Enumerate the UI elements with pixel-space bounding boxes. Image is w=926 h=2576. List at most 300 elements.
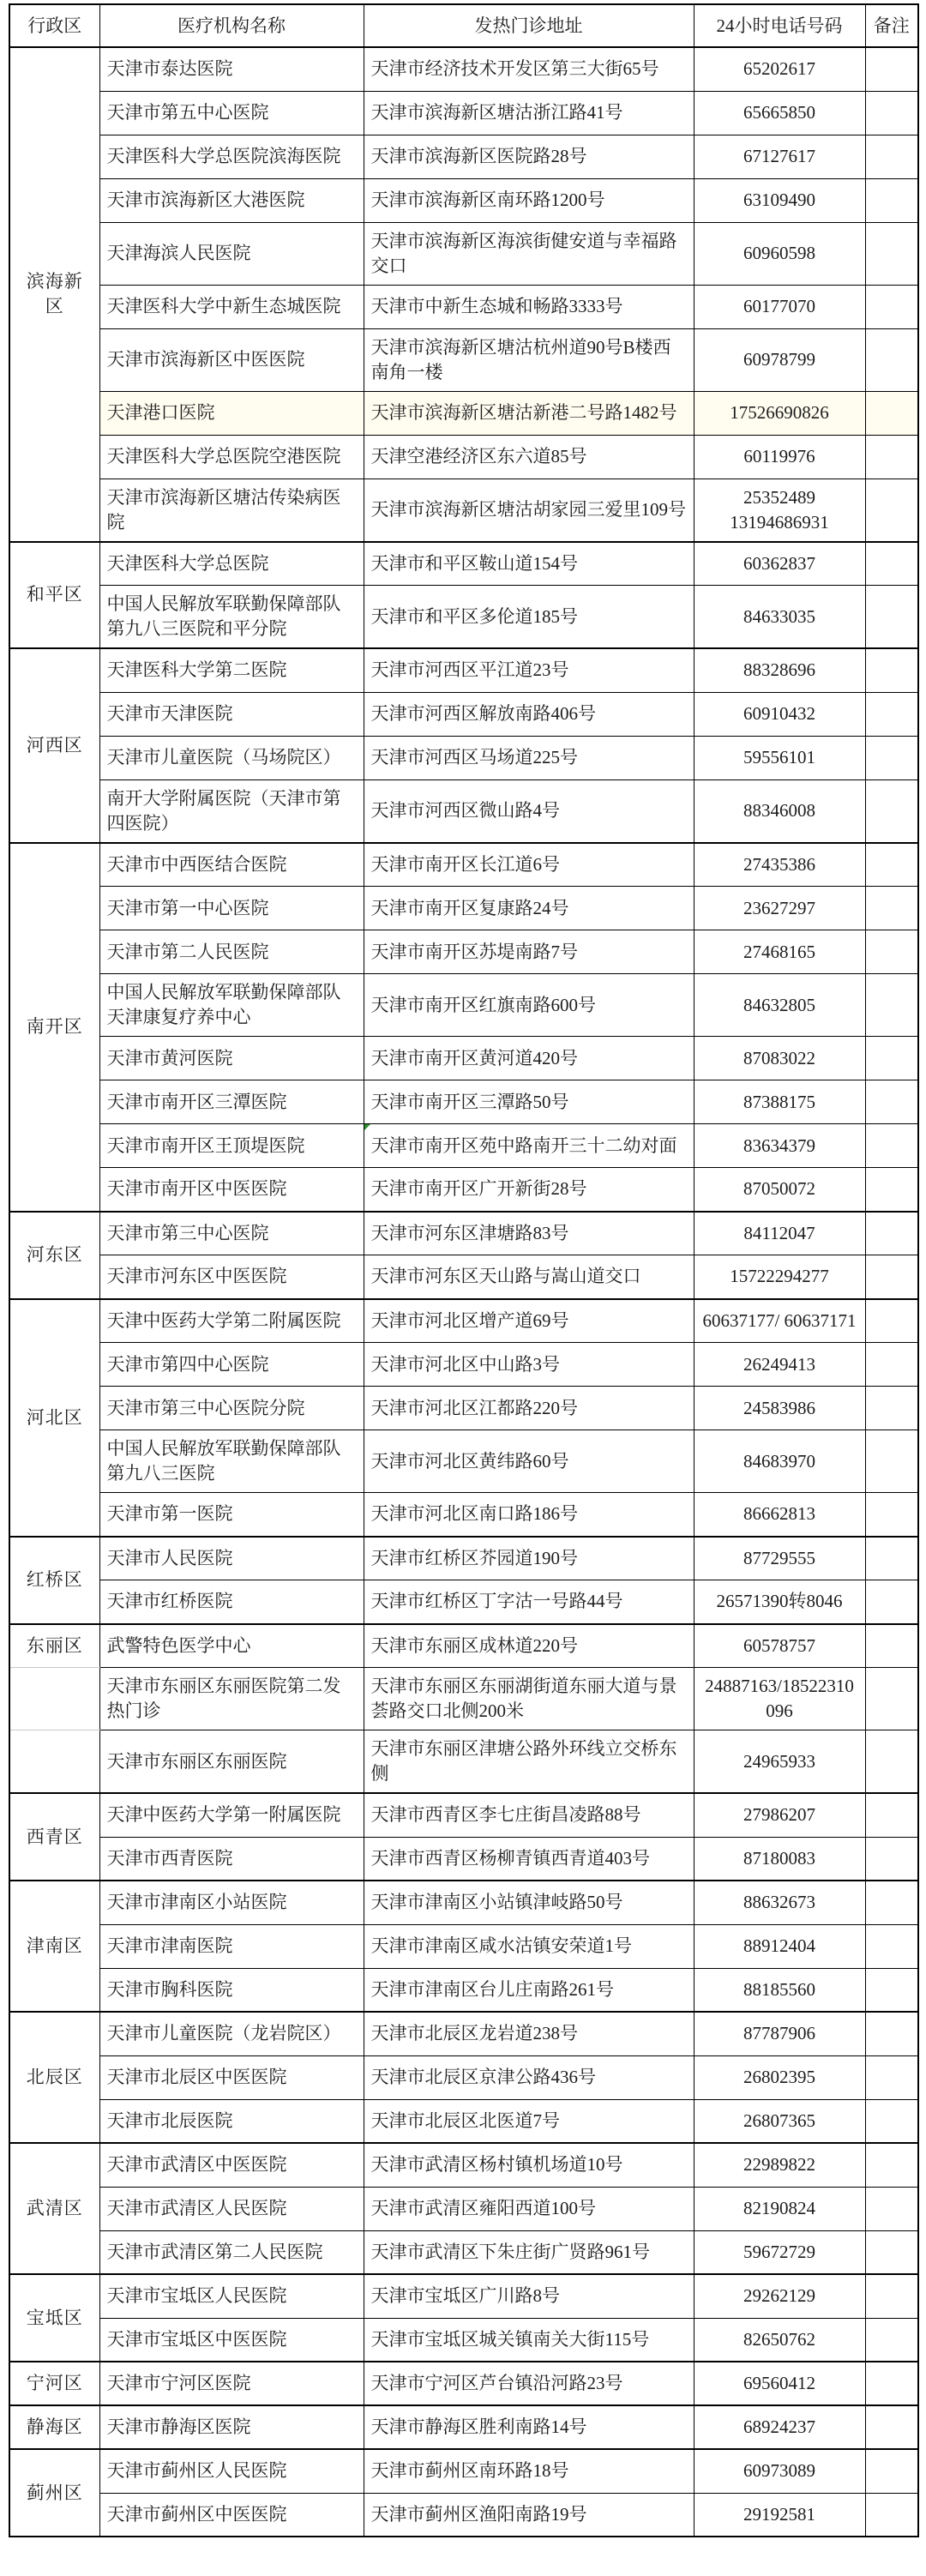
phone-number: 27986207	[743, 1804, 815, 1826]
institution-name-cell: 天津市人民医院	[99, 1537, 364, 1580]
phone-number: 60177070	[743, 296, 815, 316]
clinic-address-cell: 天津市红桥区丁字沽一号路44号	[364, 1580, 694, 1624]
phone-number: 88328696	[743, 659, 815, 681]
district-cell: 河北区	[9, 1299, 99, 1537]
note-cell	[865, 2230, 918, 2274]
phone-number: 86662813	[743, 1503, 815, 1525]
table-row	[9, 1430, 918, 1493]
phone-number: 24887163/18522310096	[705, 1676, 854, 1721]
phone-number: 60362837	[743, 552, 815, 574]
phone-number: 88912404	[743, 1935, 815, 1956]
note-cell	[865, 1730, 918, 1794]
phone-number: 68924237	[743, 2417, 815, 2437]
note-cell	[865, 586, 918, 649]
clinic-address-cell: 天津市南开区三潭路50号	[364, 1080, 694, 1124]
clinic-address-cell: 天津市西青区李七庄街昌凌路88号	[364, 1793, 694, 1837]
note-cell	[865, 2012, 918, 2055]
table-row	[9, 1837, 918, 1881]
phone-cell	[694, 1924, 865, 1968]
clinic-address-cell: 天津市东丽区东丽湖街道东丽大道与景荟路交口北侧200米	[364, 1668, 694, 1730]
institution-name-cell: 天津市南开区三潭医院	[99, 1080, 364, 1124]
table-row	[9, 1924, 918, 1968]
phone-cell	[694, 1299, 865, 1343]
phone-cell	[694, 1580, 865, 1624]
table-row	[9, 586, 918, 649]
phone-number: 87787906	[743, 2023, 815, 2044]
table-row	[9, 1624, 918, 1668]
phone-cell	[694, 178, 865, 222]
phone-cell	[694, 2493, 865, 2537]
institution-name-cell: 天津市儿童医院（马场院区）	[99, 736, 364, 779]
clinic-address-cell: 天津市宝坻区城关镇南关大街115号	[364, 2318, 694, 2362]
note-cell	[865, 1881, 918, 1924]
phone-cell	[694, 1343, 865, 1387]
phone-number: 87388175	[743, 1091, 815, 1112]
district-cell	[9, 1668, 99, 1730]
table-row	[9, 542, 918, 586]
header-row	[9, 4, 918, 47]
clinic-address-cell: 天津市河西区马场道225号	[364, 736, 694, 779]
column-header-note: 备注	[865, 4, 918, 47]
district-cell: 津南区	[9, 1881, 99, 2012]
phone-cell	[694, 2449, 865, 2493]
table-row	[9, 47, 918, 91]
phone-cell	[694, 1212, 865, 1255]
phone-cell	[694, 1837, 865, 1881]
phone-number: 83634379	[743, 1135, 815, 1156]
clinic-address-cell: 天津市静海区胜利南路14号	[364, 2405, 694, 2449]
institution-name-cell: 天津市第三中心医院	[99, 1212, 364, 1255]
clinic-address-cell: 天津市蓟州区渔阳南路19号	[364, 2493, 694, 2537]
district-cell: 红桥区	[9, 1537, 99, 1624]
phone-number: 59672729	[743, 2241, 815, 2262]
clinic-address-cell: 天津市津南区咸水沽镇安荣道1号	[364, 1924, 694, 1968]
district-cell: 滨海新区	[9, 47, 99, 542]
clinic-address-cell: 天津市北辰区北医道7号	[364, 2099, 694, 2143]
note-cell	[865, 887, 918, 930]
phone-cell	[694, 1168, 865, 1212]
institution-name-cell: 天津市中西医结合医院	[99, 843, 364, 887]
table-row	[9, 887, 918, 930]
phone-number: 24583986	[743, 1397, 815, 1418]
table-row	[9, 285, 918, 328]
institution-name-cell: 天津市河东区中医医院	[99, 1255, 364, 1299]
note-cell	[865, 222, 918, 285]
note-cell	[865, 2493, 918, 2537]
clinic-address-cell: 天津市河北区增产道69号	[364, 1299, 694, 1343]
clinic-address-cell: 天津市北辰区龙岩道238号	[364, 2012, 694, 2055]
institution-name-cell: 天津市滨海新区中医医院	[99, 328, 364, 391]
note-cell	[865, 1387, 918, 1430]
clinic-address-cell: 天津市河北区中山路3号	[364, 1343, 694, 1387]
column-header-district: 行政区	[9, 4, 99, 47]
clinic-address-cell: 天津市红桥区芥园道190号	[364, 1537, 694, 1580]
table-row	[9, 1212, 918, 1255]
institution-name-cell: 天津市北辰医院	[99, 2099, 364, 2143]
note-cell	[865, 478, 918, 542]
institution-name-cell: 中国人民解放军联勤保障部队第九八三医院	[99, 1430, 364, 1493]
note-cell	[865, 930, 918, 974]
phone-number: 88346008	[743, 800, 815, 821]
note-cell	[865, 1837, 918, 1881]
table-row	[9, 328, 918, 391]
note-cell	[865, 1924, 918, 1968]
table-row	[9, 1730, 918, 1794]
table-row	[9, 1255, 918, 1299]
note-cell	[865, 1037, 918, 1080]
clinic-address-cell: 天津市武清区下朱庄街广贤路961号	[364, 2230, 694, 2274]
institution-name-cell: 天津市东丽区东丽医院第二发热门诊	[99, 1668, 364, 1730]
phone-cell	[694, 1037, 865, 1080]
clinic-address-cell: 天津市河东区津塘路83号	[364, 1212, 694, 1255]
note-cell	[865, 391, 918, 435]
phone-number: 60119976	[743, 446, 815, 466]
note-cell	[865, 2143, 918, 2187]
note-cell	[865, 692, 918, 736]
note-cell	[865, 1168, 918, 1212]
institution-name-cell: 天津市儿童医院（龙岩院区）	[99, 2012, 364, 2055]
note-cell	[865, 47, 918, 91]
phone-cell	[694, 1730, 865, 1794]
note-cell	[865, 648, 918, 692]
clinic-address-cell: 天津市南开区苏堤南路7号	[364, 930, 694, 974]
table-row	[9, 2099, 918, 2143]
phone-number: 63109490	[743, 190, 815, 210]
institution-name-cell: 天津市第一医院	[99, 1493, 364, 1537]
table-row	[9, 1668, 918, 1730]
clinic-address-cell: 天津市武清区雍阳西道100号	[364, 2187, 694, 2230]
phone-number: 26807365	[743, 2110, 815, 2131]
phone-number: 29262129	[743, 2285, 815, 2307]
hospital-table-body	[9, 47, 918, 2537]
institution-name-cell: 天津市宝坻区人民医院	[99, 2274, 364, 2318]
table-row	[9, 222, 918, 285]
phone-number: 60637177/ 60637171	[702, 1309, 857, 1331]
table-row	[9, 1793, 918, 1837]
institution-name-cell: 天津医科大学中新生态城医院	[99, 285, 364, 328]
phone-cell	[694, 135, 865, 178]
phone-cell	[694, 930, 865, 974]
clinic-address-cell: 天津市东丽区成林道220号	[364, 1624, 694, 1668]
table-row	[9, 1881, 918, 1924]
phone-cell	[694, 2274, 865, 2318]
clinic-address-cell: 天津市滨海新区塘沽浙江路41号	[364, 91, 694, 135]
institution-name-cell: 天津市武清区中医医院	[99, 2143, 364, 2187]
district-cell	[9, 1730, 99, 1794]
phone-cell	[694, 586, 865, 649]
table-row	[9, 648, 918, 692]
institution-name-cell: 天津市第四中心医院	[99, 1343, 364, 1387]
clinic-address-cell: 天津市河西区平江道23号	[364, 648, 694, 692]
note-cell	[865, 1537, 918, 1580]
institution-name-cell: 天津市武清区第二人民医院	[99, 2230, 364, 2274]
institution-name-cell: 天津市滨海新区大港医院	[99, 178, 364, 222]
institution-name-cell: 天津市北辰区中医医院	[99, 2055, 364, 2099]
phone-number: 27435386	[743, 853, 815, 875]
institution-name-cell: 天津中医药大学第二附属医院	[99, 1299, 364, 1343]
district-cell: 蓟州区	[9, 2449, 99, 2537]
phone-number: 87180083	[743, 1847, 815, 1869]
institution-name-cell: 天津医科大学总医院	[99, 542, 364, 586]
note-cell	[865, 91, 918, 135]
institution-name-cell: 天津市东丽区东丽医院	[99, 1730, 364, 1794]
note-cell	[865, 2449, 918, 2493]
note-cell	[865, 1124, 918, 1168]
note-cell	[865, 974, 918, 1037]
institution-name-cell: 天津市胸科医院	[99, 1968, 364, 2012]
district-cell: 河东区	[9, 1212, 99, 1299]
note-cell	[865, 1493, 918, 1537]
phone-cell	[694, 843, 865, 887]
phone-cell	[694, 1255, 865, 1299]
phone-number: 60960598	[743, 243, 815, 263]
table-row	[9, 2055, 918, 2099]
clinic-address-cell: 天津市滨海新区南环路1200号	[364, 178, 694, 222]
phone-cell	[694, 91, 865, 135]
table-row	[9, 2493, 918, 2537]
note-cell	[865, 2187, 918, 2230]
phone-number: 22989822	[743, 2154, 815, 2176]
clinic-address-cell: 天津市东丽区津塘公路外环线立交桥东侧	[364, 1730, 694, 1794]
note-cell	[865, 2362, 918, 2405]
phone-number: 26249413	[743, 1353, 815, 1375]
phone-cell	[694, 2055, 865, 2099]
phone-cell	[694, 1537, 865, 1580]
note-cell	[865, 2099, 918, 2143]
table-row	[9, 1343, 918, 1387]
note-cell	[865, 542, 918, 586]
note-cell	[865, 1793, 918, 1837]
phone-number: 84632805	[743, 994, 815, 1015]
clinic-address-cell: 天津市河西区解放南路406号	[364, 692, 694, 736]
clinic-address-cell: 天津市滨海新区海滨街健安道与幸福路交口	[364, 222, 694, 285]
phone-number: 13194686931	[730, 511, 829, 533]
phone-cell	[694, 692, 865, 736]
table-row	[9, 1168, 918, 1212]
clinic-address-cell: 天津空港经济区东六道85号	[364, 435, 694, 478]
table-row	[9, 2405, 918, 2449]
institution-name-cell: 天津市南开区王顶堤医院	[99, 1124, 364, 1168]
table-row	[9, 843, 918, 887]
note-cell	[865, 1299, 918, 1343]
phone-number: 23627297	[743, 897, 815, 918]
phone-number: 27468165	[743, 941, 815, 962]
table-row	[9, 135, 918, 178]
clinic-address-cell: 天津市西青区杨柳青镇西青道403号	[364, 1837, 694, 1881]
district-cell: 宁河区	[9, 2362, 99, 2405]
institution-name-cell: 天津市第三中心医院分院	[99, 1387, 364, 1430]
table-row	[9, 2318, 918, 2362]
phone-cell	[694, 1080, 865, 1124]
phone-number: 25352489	[743, 486, 815, 508]
table-row	[9, 2362, 918, 2405]
phone-cell	[694, 2187, 865, 2230]
institution-name-cell: 中国人民解放军联勤保障部队第九八三医院和平分院	[99, 586, 364, 649]
clinic-address-cell: 天津市河北区江都路220号	[364, 1387, 694, 1430]
clinic-address-cell: 天津市滨海新区塘沽杭州道90号B楼西南角一楼	[364, 328, 694, 391]
institution-name-cell: 南开大学附属医院（天津市第四医院）	[99, 779, 364, 843]
phone-cell	[694, 285, 865, 328]
district-cell: 北辰区	[9, 2012, 99, 2143]
note-cell	[865, 135, 918, 178]
table-row	[9, 1037, 918, 1080]
clinic-address-cell: 天津市北辰区京津公路436号	[364, 2055, 694, 2099]
note-cell	[865, 1430, 918, 1493]
table-row	[9, 2230, 918, 2274]
institution-name-cell: 天津市静海区医院	[99, 2405, 364, 2449]
table-row	[9, 478, 918, 542]
phone-cell	[694, 2143, 865, 2187]
institution-name-cell: 武警特色医学中心	[99, 1624, 364, 1668]
cell-corner-marker	[364, 1124, 370, 1130]
institution-name-cell: 天津市西青医院	[99, 1837, 364, 1881]
phone-number: 87729555	[743, 1547, 815, 1568]
institution-name-cell: 天津市蓟州区人民医院	[99, 2449, 364, 2493]
table-row	[9, 1387, 918, 1430]
institution-name-cell: 天津市南开区中医医院	[99, 1168, 364, 1212]
note-cell	[865, 843, 918, 887]
clinic-address-cell: 天津市南开区黄河道420号	[364, 1037, 694, 1080]
note-cell	[865, 328, 918, 391]
clinic-address-cell: 天津市经济技术开发区第三大街65号	[364, 47, 694, 91]
phone-number: 60973089	[743, 2460, 815, 2482]
institution-name-cell: 中国人民解放军联勤保障部队天津康复疗养中心	[99, 974, 364, 1037]
phone-cell	[694, 2230, 865, 2274]
institution-name-cell: 天津市黄河医院	[99, 1037, 364, 1080]
phone-cell	[694, 1793, 865, 1837]
table-row	[9, 1124, 918, 1168]
phone-number: 60910432	[743, 703, 815, 724]
phone-number: 65202617	[743, 58, 815, 80]
phone-cell	[694, 2099, 865, 2143]
institution-name-cell: 天津市红桥医院	[99, 1580, 364, 1624]
column-header-address: 发热门诊地址	[364, 4, 694, 47]
clinic-address-cell: 天津市和平区多伦道185号	[364, 586, 694, 649]
clinic-address-cell: 天津市宁河区芦台镇沿河路23号	[364, 2362, 694, 2405]
phone-cell	[694, 1624, 865, 1668]
note-cell	[865, 2055, 918, 2099]
institution-name-cell: 天津市第五中心医院	[99, 91, 364, 135]
clinic-address-cell: 天津市滨海新区塘沽新港二号路1482号	[364, 391, 694, 435]
clinic-address-cell: 天津市蓟州区南环路18号	[364, 2449, 694, 2493]
note-cell	[865, 1343, 918, 1387]
clinic-address-cell: 天津市宝坻区广川路8号	[364, 2274, 694, 2318]
phone-cell	[694, 974, 865, 1037]
table-row	[9, 974, 918, 1037]
phone-number: 84112047	[743, 1222, 815, 1243]
clinic-address-cell: 天津市滨海新区塘沽胡家园三爱里109号	[364, 478, 694, 542]
phone-cell	[694, 2362, 865, 2405]
clinic-address-cell: 天津市武清区杨村镇机场道10号	[364, 2143, 694, 2187]
note-cell	[865, 1968, 918, 2012]
table-row	[9, 779, 918, 843]
clinic-address-cell: 天津市南开区复康路24号	[364, 887, 694, 930]
phone-number: 29192581	[743, 2503, 815, 2525]
phone-cell	[694, 328, 865, 391]
institution-name-cell: 天津市滨海新区塘沽传染病医院	[99, 478, 364, 542]
phone-number: 24965933	[743, 1750, 815, 1772]
phone-cell	[694, 779, 865, 843]
note-cell	[865, 1580, 918, 1624]
district-cell: 武清区	[9, 2143, 99, 2274]
column-header-institution: 医疗机构名称	[99, 4, 364, 47]
institution-name-cell: 天津医科大学总医院空港医院	[99, 435, 364, 478]
phone-cell	[694, 2012, 865, 2055]
institution-name-cell: 天津市泰达医院	[99, 47, 364, 91]
clinic-address-cell: 天津市河西区微山路4号	[364, 779, 694, 843]
phone-number: 84683970	[743, 1450, 815, 1472]
table-row	[9, 1580, 918, 1624]
district-cell: 宝坻区	[9, 2274, 99, 2362]
institution-name-cell: 天津中医药大学第一附属医院	[99, 1793, 364, 1837]
institution-name-cell: 天津市天津医院	[99, 692, 364, 736]
phone-number: 87050072	[743, 1178, 815, 1200]
table-row	[9, 2143, 918, 2187]
table-row	[9, 930, 918, 974]
phone-cell	[694, 435, 865, 478]
phone-number: 26571390转8046	[716, 1591, 843, 1612]
table-row	[9, 2187, 918, 2230]
table-row	[9, 435, 918, 478]
table-row	[9, 91, 918, 135]
clinic-address-cell: 天津市津南区台儿庄南路261号	[364, 1968, 694, 2012]
phone-cell	[694, 887, 865, 930]
phone-number: 26802395	[743, 2067, 815, 2087]
table-row	[9, 1493, 918, 1537]
institution-name-cell: 天津市宝坻区中医医院	[99, 2318, 364, 2362]
district-cell: 静海区	[9, 2405, 99, 2449]
district-cell: 和平区	[9, 542, 99, 649]
district-cell: 河西区	[9, 648, 99, 843]
note-cell	[865, 736, 918, 779]
table-row	[9, 692, 918, 736]
clinic-address-cell: 天津市河东区天山路与嵩山道交口	[364, 1255, 694, 1299]
phone-cell	[694, 1668, 865, 1730]
note-cell	[865, 178, 918, 222]
institution-name-cell: 天津市津南医院	[99, 1924, 364, 1968]
table-row	[9, 1537, 918, 1580]
fever-clinic-table	[9, 3, 919, 2537]
phone-number: 87083022	[743, 1047, 815, 1068]
phone-cell	[694, 222, 865, 285]
note-cell	[865, 1668, 918, 1730]
clinic-address-cell: 天津市南开区苑中路南开三十二幼对面	[364, 1124, 694, 1168]
phone-number: 82190824	[743, 2198, 815, 2218]
phone-number: 67127617	[743, 146, 815, 166]
clinic-address-cell: 天津市和平区鞍山道154号	[364, 542, 694, 586]
institution-name-cell: 天津市宁河区医院	[99, 2362, 364, 2405]
phone-cell	[694, 47, 865, 91]
phone-number: 82650762	[743, 2328, 815, 2350]
phone-cell	[694, 1881, 865, 1924]
phone-number: 17526690826	[730, 402, 829, 423]
table-row	[9, 2012, 918, 2055]
institution-name-cell: 天津市蓟州区中医医院	[99, 2493, 364, 2537]
phone-cell	[694, 478, 865, 542]
table-row	[9, 178, 918, 222]
clinic-address-cell: 天津市中新生态城和畅路3333号	[364, 285, 694, 328]
phone-cell	[694, 391, 865, 435]
note-cell	[865, 1080, 918, 1124]
note-cell	[865, 1624, 918, 1668]
phone-cell	[694, 736, 865, 779]
institution-name-cell: 天津医科大学总医院滨海医院	[99, 135, 364, 178]
note-cell	[865, 2318, 918, 2362]
phone-cell	[694, 1430, 865, 1493]
fever-clinic-list-page	[0, 3, 926, 2576]
district-cell: 南开区	[9, 843, 99, 1212]
institution-name-cell: 天津市津南区小站医院	[99, 1881, 364, 1924]
